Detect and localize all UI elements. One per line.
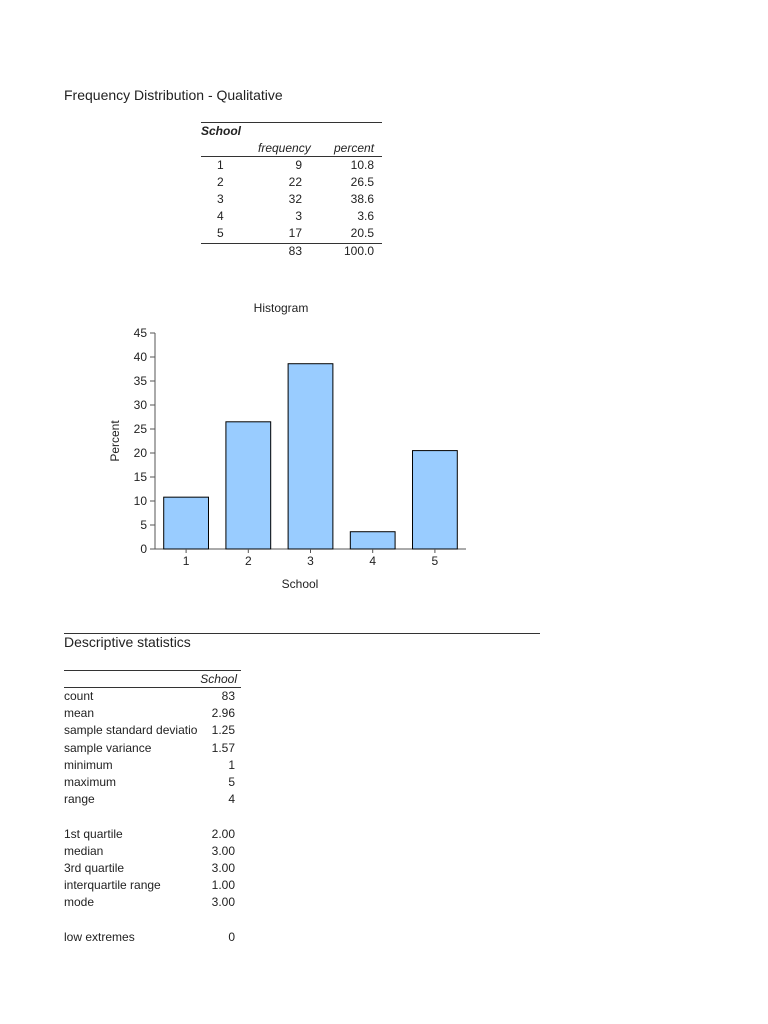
y-axis-label: Percent — [108, 420, 122, 462]
histogram-bar — [350, 532, 395, 549]
descriptive-column-header: School — [200, 672, 237, 686]
x-axis-label: School — [281, 577, 319, 591]
stat-label: range — [64, 792, 95, 807]
stat-label: median — [64, 843, 104, 858]
category-cell: 1 — [217, 158, 224, 172]
stat-row — [64, 741, 241, 758]
stat-label: mean — [64, 706, 95, 721]
stat-row — [64, 775, 241, 792]
stat-label: 3rd quartile — [64, 861, 125, 875]
stat-value: 4 — [228, 792, 235, 807]
frequency-cell: 9 — [295, 158, 302, 172]
stat-value: 1 — [228, 757, 235, 772]
stat-row — [64, 723, 241, 740]
stat-value: 2.00 — [211, 826, 235, 841]
x-tick-label: 4 — [369, 554, 377, 568]
table-top-rule — [201, 122, 382, 123]
stat-label: sample standard deviatio — [64, 723, 198, 738]
percent-cell: 38.6 — [350, 192, 374, 206]
histogram-bar — [226, 422, 271, 549]
y-tick-label: 25 — [133, 422, 147, 436]
table-row — [201, 192, 382, 209]
y-tick-label: 10 — [133, 494, 147, 508]
table-row — [201, 209, 382, 226]
stat-label: minimum — [64, 757, 113, 772]
histogram-bar — [413, 451, 458, 549]
table-row — [201, 226, 382, 243]
stat-label: maximum — [64, 775, 117, 789]
x-tick-label: 1 — [182, 554, 190, 568]
percent-cell: 20.5 — [350, 226, 374, 240]
stat-value: 1.25 — [211, 723, 235, 738]
y-tick-label: 30 — [133, 398, 147, 412]
stat-label: 1st quartile — [64, 826, 123, 841]
stat-row — [64, 913, 241, 930]
frequency-cell: 22 — [288, 175, 302, 189]
frequency-cell: 17 — [288, 226, 302, 240]
stat-row — [64, 706, 241, 723]
stat-label: low extremes — [64, 929, 135, 944]
frequency-cell: 32 — [288, 192, 302, 206]
x-tick-label: 5 — [431, 554, 439, 568]
category-cell: 4 — [217, 209, 224, 223]
stat-row — [64, 844, 241, 861]
stat-value: 2.96 — [211, 706, 235, 721]
stat-label: mode — [64, 895, 95, 910]
stat-value: 1.00 — [211, 878, 235, 893]
stat-value: 1.57 — [211, 740, 235, 755]
histogram-bar — [288, 364, 333, 549]
stat-row — [64, 878, 241, 895]
stat-label: count — [64, 689, 94, 703]
chart-title: Histogram — [253, 301, 309, 315]
header-rule — [64, 687, 241, 688]
frequency-column-header: frequency — [258, 141, 311, 155]
stat-label: sample variance — [64, 740, 152, 755]
percent-column-header: percent — [334, 141, 375, 155]
stat-value: 3.00 — [211, 843, 235, 858]
stat-row — [64, 758, 241, 775]
stat-row — [64, 861, 241, 878]
stat-value: 3.00 — [211, 861, 235, 875]
stat-value: 5 — [228, 775, 235, 789]
category-cell: 2 — [217, 175, 224, 189]
frequency-cell: 3 — [295, 209, 302, 223]
percent-cell: 3.6 — [357, 209, 374, 223]
y-tick-label: 5 — [140, 518, 147, 532]
y-tick-label: 0 — [140, 542, 147, 556]
y-tick-label: 15 — [133, 470, 147, 484]
category-cell: 3 — [217, 192, 224, 206]
percent-cell: 10.8 — [350, 158, 374, 172]
y-tick-label: 40 — [133, 350, 147, 364]
header-rule — [201, 156, 382, 157]
x-tick-label: 2 — [244, 554, 252, 568]
stat-row — [64, 689, 241, 706]
descriptive-section-title: Descriptive statistics — [64, 634, 191, 650]
table-top-rule — [64, 670, 241, 671]
y-tick-label: 35 — [133, 374, 147, 388]
table-row — [201, 175, 382, 192]
y-tick-label: 45 — [133, 326, 147, 340]
stat-row — [64, 930, 241, 947]
stat-value: 3.00 — [211, 895, 235, 910]
stat-row — [64, 809, 241, 826]
frequency-section-title: Frequency Distribution - Qualitative — [64, 87, 283, 103]
total-row — [201, 244, 382, 261]
stat-row — [64, 895, 241, 912]
stat-value: 0 — [228, 929, 235, 944]
histogram-bar — [164, 497, 209, 549]
y-tick-label: 20 — [133, 446, 147, 460]
stat-row — [64, 827, 241, 844]
frequency-table-variable: School — [201, 124, 242, 138]
x-tick-label: 3 — [307, 554, 314, 568]
stat-label: interquartile range — [64, 878, 161, 893]
histogram-chart — [100, 296, 480, 596]
plot-area — [134, 326, 466, 568]
total-frequency: 83 — [288, 244, 302, 258]
category-cell: 5 — [217, 226, 224, 240]
total-percent: 100.0 — [343, 244, 374, 258]
stat-value: 83 — [221, 689, 235, 703]
percent-cell: 26.5 — [350, 175, 374, 189]
table-row — [201, 158, 382, 175]
stat-row — [64, 792, 241, 809]
